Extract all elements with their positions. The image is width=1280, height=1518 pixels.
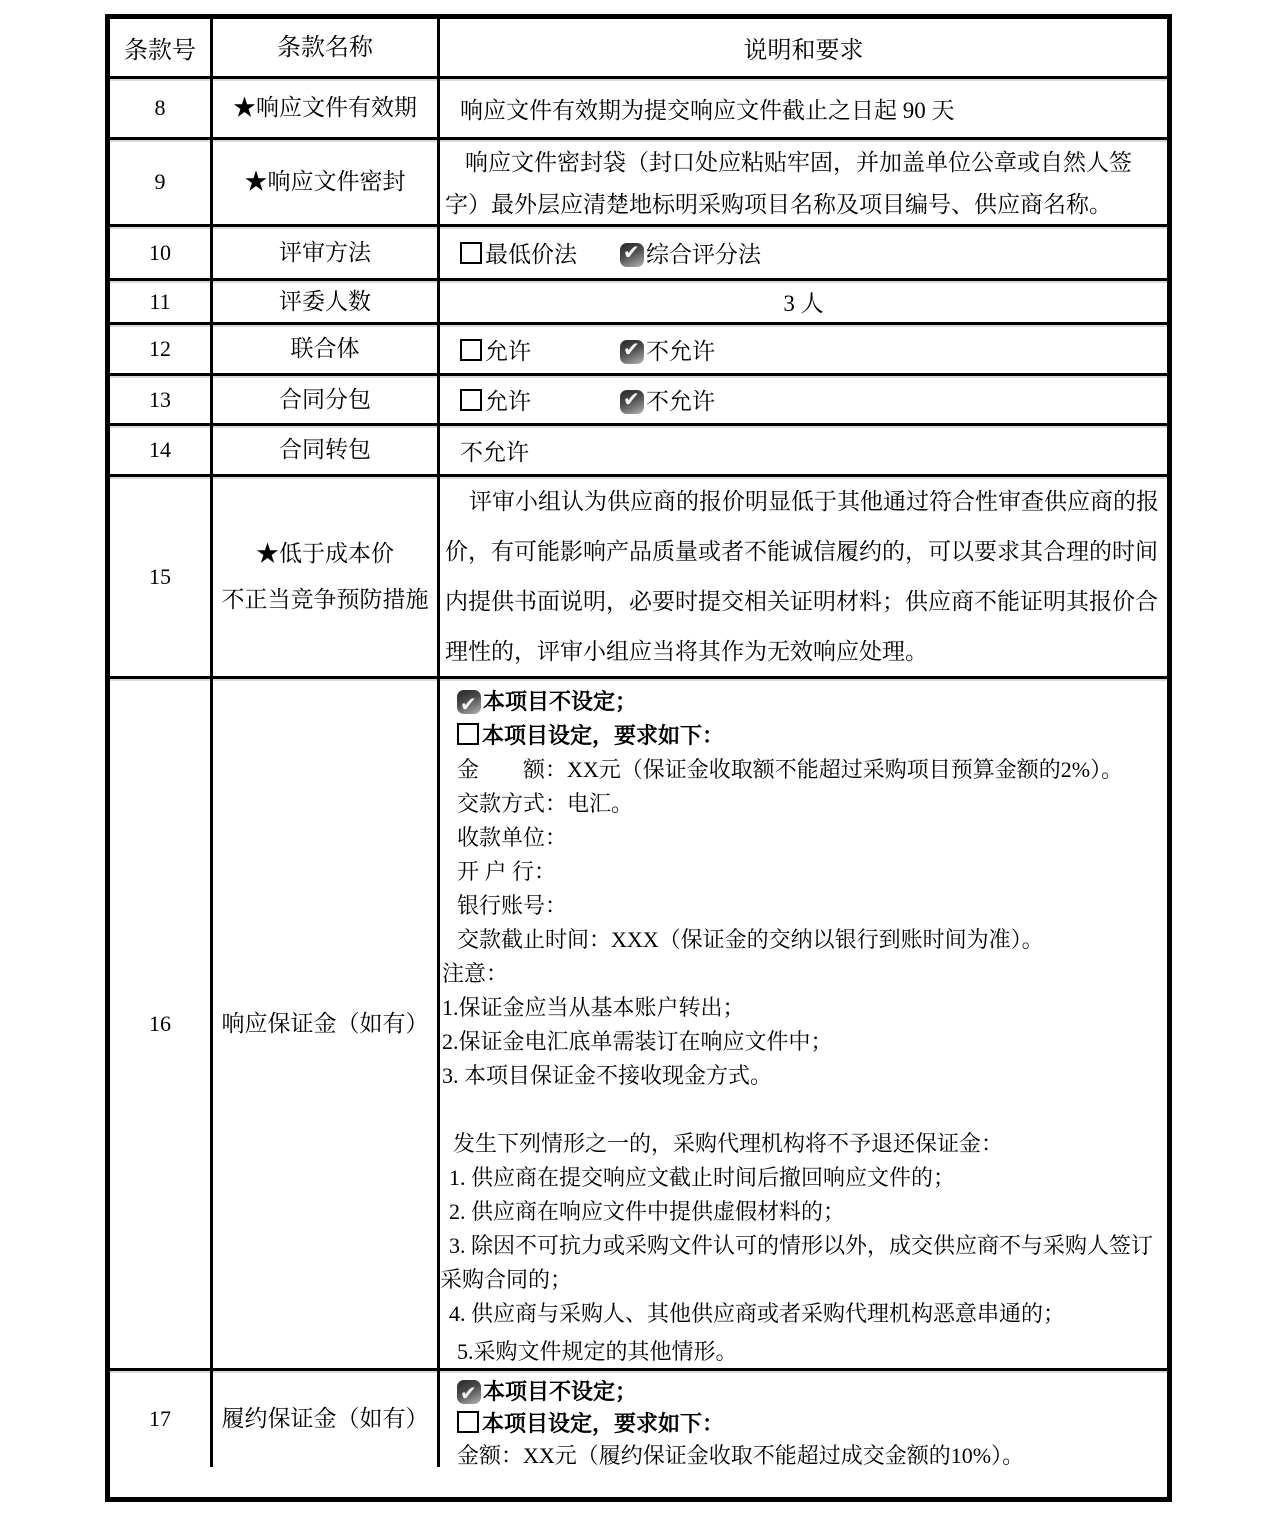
table-row-13	[110, 373, 1167, 423]
clause-name	[213, 477, 440, 676]
note-item: 2.保证金电汇底单需装订在响应文件中；	[442, 1029, 833, 1054]
field-payment-method: 交款方式：电汇。	[457, 791, 634, 816]
clause-no: 9	[110, 140, 213, 224]
forfeit-item: 4. 供应商与采购人、其他供应商或者采购代理机构恶意串通的；	[449, 1301, 1066, 1326]
field-account-number: 银行账号：	[457, 893, 568, 918]
option-set-requirements: 本项目设定，要求如下：	[457, 1408, 1159, 1440]
clause-name: 联合体	[213, 325, 440, 373]
checkbox-unchecked-icon[interactable]	[457, 723, 479, 745]
clause-name: 履约保证金（如有）	[213, 1371, 440, 1467]
clause-desc	[440, 376, 1167, 423]
forfeit-title: 发生下列情形之一的，采购代理机构将不予退还保证金：	[453, 1131, 1004, 1156]
forfeit-item: 3. 除因不可抗力或采购文件认可的情形以外，成交供应商不与采购人签订采购合同的；	[440, 1233, 1154, 1292]
header-clause-name: 条款名称	[213, 19, 440, 76]
field-amount: 金 额：XX元（保证金收取额不能超过采购项目预算金额的2%）。	[457, 757, 1124, 782]
option-comprehensive-scoring: ✔ 综合评分法	[620, 236, 761, 269]
header-clause-no: 条款号	[110, 19, 213, 76]
note-item: 3. 本项目保证金不接收现金方式。	[442, 1063, 773, 1088]
field-deadline: 交款截止时间：XXX（保证金的交纳以银行到账时间为准）。	[457, 927, 1044, 952]
checkbox-checked-icon[interactable]	[620, 243, 644, 267]
clause-no: 11	[110, 281, 213, 322]
table-row-15	[110, 474, 1167, 676]
checkbox-checked-icon[interactable]	[620, 340, 644, 364]
clause-no: 12	[110, 325, 213, 373]
checkbox-checked-icon[interactable]	[457, 690, 481, 714]
clauses-table	[105, 14, 1172, 1502]
clause-desc: 不允许	[460, 439, 529, 465]
table-row-9	[110, 137, 1167, 224]
desc-paragraph: 评审小组认为供应商的报价明显低于其他通过符合性审查供应商的报价，有可能影响产品质量或者不能诚信履约的，可以要求其合理的时间内提供书面说明，必要时提交相关证明材料；供应商不能证明其报价合理性的，评审小组应当将其作为无效响应处理。	[445, 489, 1159, 664]
table-row-17	[110, 1368, 1167, 1467]
forfeit-item: 5.采购文件规定的其他情形。	[457, 1339, 738, 1364]
clause-desc	[440, 227, 1167, 278]
clause-name: ★响应文件有效期	[213, 79, 440, 137]
clause-no: 16	[110, 679, 213, 1368]
clause-desc: 响应文件有效期为提交响应文件截止之日起 90 天	[460, 97, 955, 123]
table-row-8	[110, 76, 1167, 137]
clause-desc: 3 人	[783, 291, 824, 316]
note-title: 注意：	[442, 961, 509, 986]
clause-name: 响应保证金（如有）	[213, 679, 440, 1368]
field-bank: 开 户 行：	[457, 859, 557, 884]
clause-name: 评审方法	[213, 227, 440, 278]
option-allowed: 允许	[460, 383, 620, 416]
table-row-10	[110, 224, 1167, 278]
option-lowest-price: 最低价法	[460, 236, 620, 269]
clause-desc	[440, 679, 1167, 1368]
field-payee: 收款单位：	[457, 825, 568, 850]
clause-desc	[440, 1371, 1167, 1467]
option-not-set: ✔本项目不设定；	[457, 1376, 1159, 1408]
clause-name-line2: 不正当竞争预防措施	[221, 586, 429, 612]
note-item: 1.保证金应当从基本账户转出；	[442, 995, 745, 1020]
clause-no: 15	[110, 477, 213, 676]
table-row-11	[110, 278, 1167, 322]
table-row-12	[110, 322, 1167, 373]
checkbox-checked-icon[interactable]	[457, 1380, 481, 1404]
clause-name: 评委人数	[213, 281, 440, 322]
checkbox-unchecked-icon[interactable]	[457, 1411, 479, 1433]
forfeit-item: 2. 供应商在响应文件中提供虚假材料的；	[449, 1199, 846, 1224]
option-set-requirements: 本项目设定，要求如下：	[457, 719, 1159, 753]
clause-desc	[440, 140, 1167, 224]
clause-no: 13	[110, 376, 213, 423]
clause-no: 14	[110, 426, 213, 474]
checkbox-unchecked-icon[interactable]	[460, 242, 482, 264]
checkbox-unchecked-icon[interactable]	[460, 389, 482, 411]
clause-name-line1: ★低于成本价	[256, 540, 394, 566]
desc-paragraph: 响应文件密封袋（封口处应粘贴牢固，并加盖单位公章或自然人签字）最外层应清楚地标明采购项目名称及项目编号、供应商名称。	[445, 150, 1132, 217]
table-header-row	[110, 19, 1167, 76]
checkbox-checked-icon[interactable]	[620, 390, 644, 414]
clause-desc	[440, 477, 1167, 676]
clause-no: 17	[110, 1371, 213, 1467]
forfeit-item: 1. 供应商在提交响应文截止时间后撤回响应文件的；	[449, 1165, 956, 1190]
table-row-16	[110, 676, 1167, 1368]
option-not-allowed: ✔ 不允许	[620, 383, 715, 416]
clause-name: 合同分包	[213, 376, 440, 423]
clause-name: ★响应文件密封	[213, 140, 440, 224]
header-clause-desc: 说明和要求	[743, 38, 864, 64]
clause-name: 合同转包	[213, 426, 440, 474]
option-not-allowed: ✔ 不允许	[620, 333, 715, 366]
field-amount: 金额：XX元（履约保证金收取不能超过成交金额的10%）。	[457, 1443, 1025, 1468]
option-not-set: ✔本项目不设定；	[457, 685, 1159, 719]
clause-no: 8	[110, 79, 213, 137]
table-row-14	[110, 423, 1167, 474]
checkbox-unchecked-icon[interactable]	[460, 339, 482, 361]
option-allowed: 允许	[460, 333, 620, 366]
clause-desc	[440, 325, 1167, 373]
clause-no: 10	[110, 227, 213, 278]
